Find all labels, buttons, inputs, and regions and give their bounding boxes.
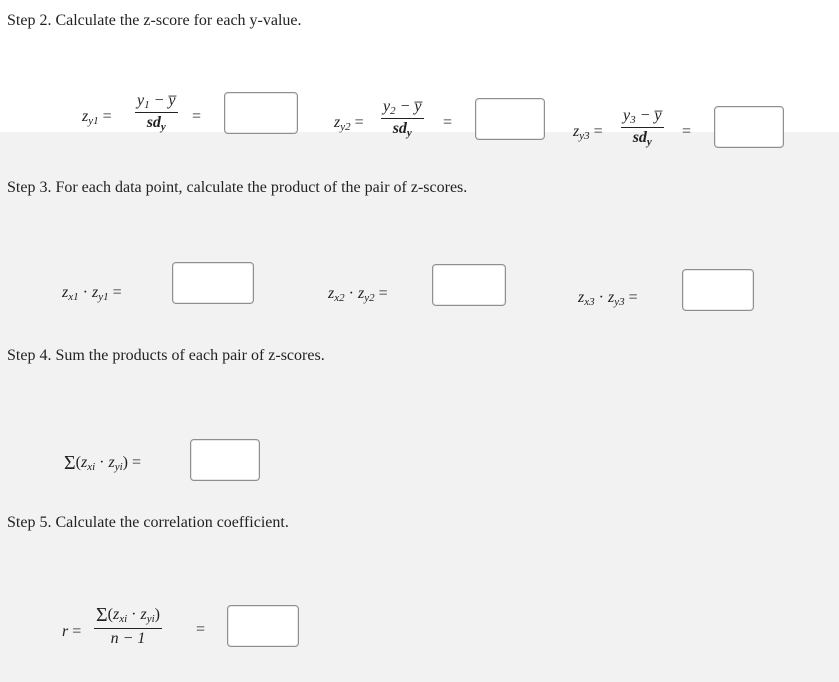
product2-answer-input[interactable] [432, 264, 506, 306]
step4-heading: Step 4. Sum the products of each pair of z-scores. [7, 347, 325, 364]
zy1-equals: = [192, 108, 202, 125]
product2-label: $z_{x2} \cdot z_{y2}$ = [328, 285, 388, 304]
product3-label: $z_{x3} \cdot z_{y3}$ = [578, 289, 638, 308]
zy1-label: $z_{y1}$ = [82, 108, 112, 127]
zy3-equals: = [682, 123, 692, 140]
zy1-fraction: $y_1$ − y̅ $sd_y$ [137, 92, 176, 133]
sum-label: $\Sigma(z_{xi} \cdot z_{yi})$ = [64, 452, 142, 474]
zy2-fraction: $y_2$ − y̅ $sd_y$ [383, 98, 422, 139]
r-answer-input[interactable] [227, 605, 299, 647]
step3-heading: Step 3. For each data point, calculate the product of the pair of z-scores. [7, 179, 468, 196]
step5-heading: Step 5. Calculate the correlation coefficient. [7, 514, 289, 531]
zy2-answer-input[interactable] [475, 98, 545, 140]
r-fraction: $\Sigma(z_{xi} \cdot z_{yi})$ n − 1 [96, 604, 160, 647]
r-label: r = [62, 623, 82, 640]
product3-answer-input[interactable] [682, 269, 754, 311]
zy3-label: $z_{y3}$ = [573, 123, 603, 142]
zy2-equals: = [443, 114, 453, 131]
zy3-fraction: $y_3$ − y̅ $sd_y$ [623, 107, 662, 148]
product1-label: $z_{x1} \cdot z_{y1}$ = [62, 284, 122, 303]
zy1-answer-input[interactable] [224, 92, 298, 134]
zy2-label: $z_{y2}$ = [334, 114, 364, 133]
product1-answer-input[interactable] [172, 262, 254, 304]
step2-heading: Step 2. Calculate the z-score for each y-value. [7, 12, 302, 29]
sum-answer-input[interactable] [190, 439, 260, 481]
zy3-answer-input[interactable] [714, 106, 784, 148]
r-equals: = [196, 621, 206, 638]
